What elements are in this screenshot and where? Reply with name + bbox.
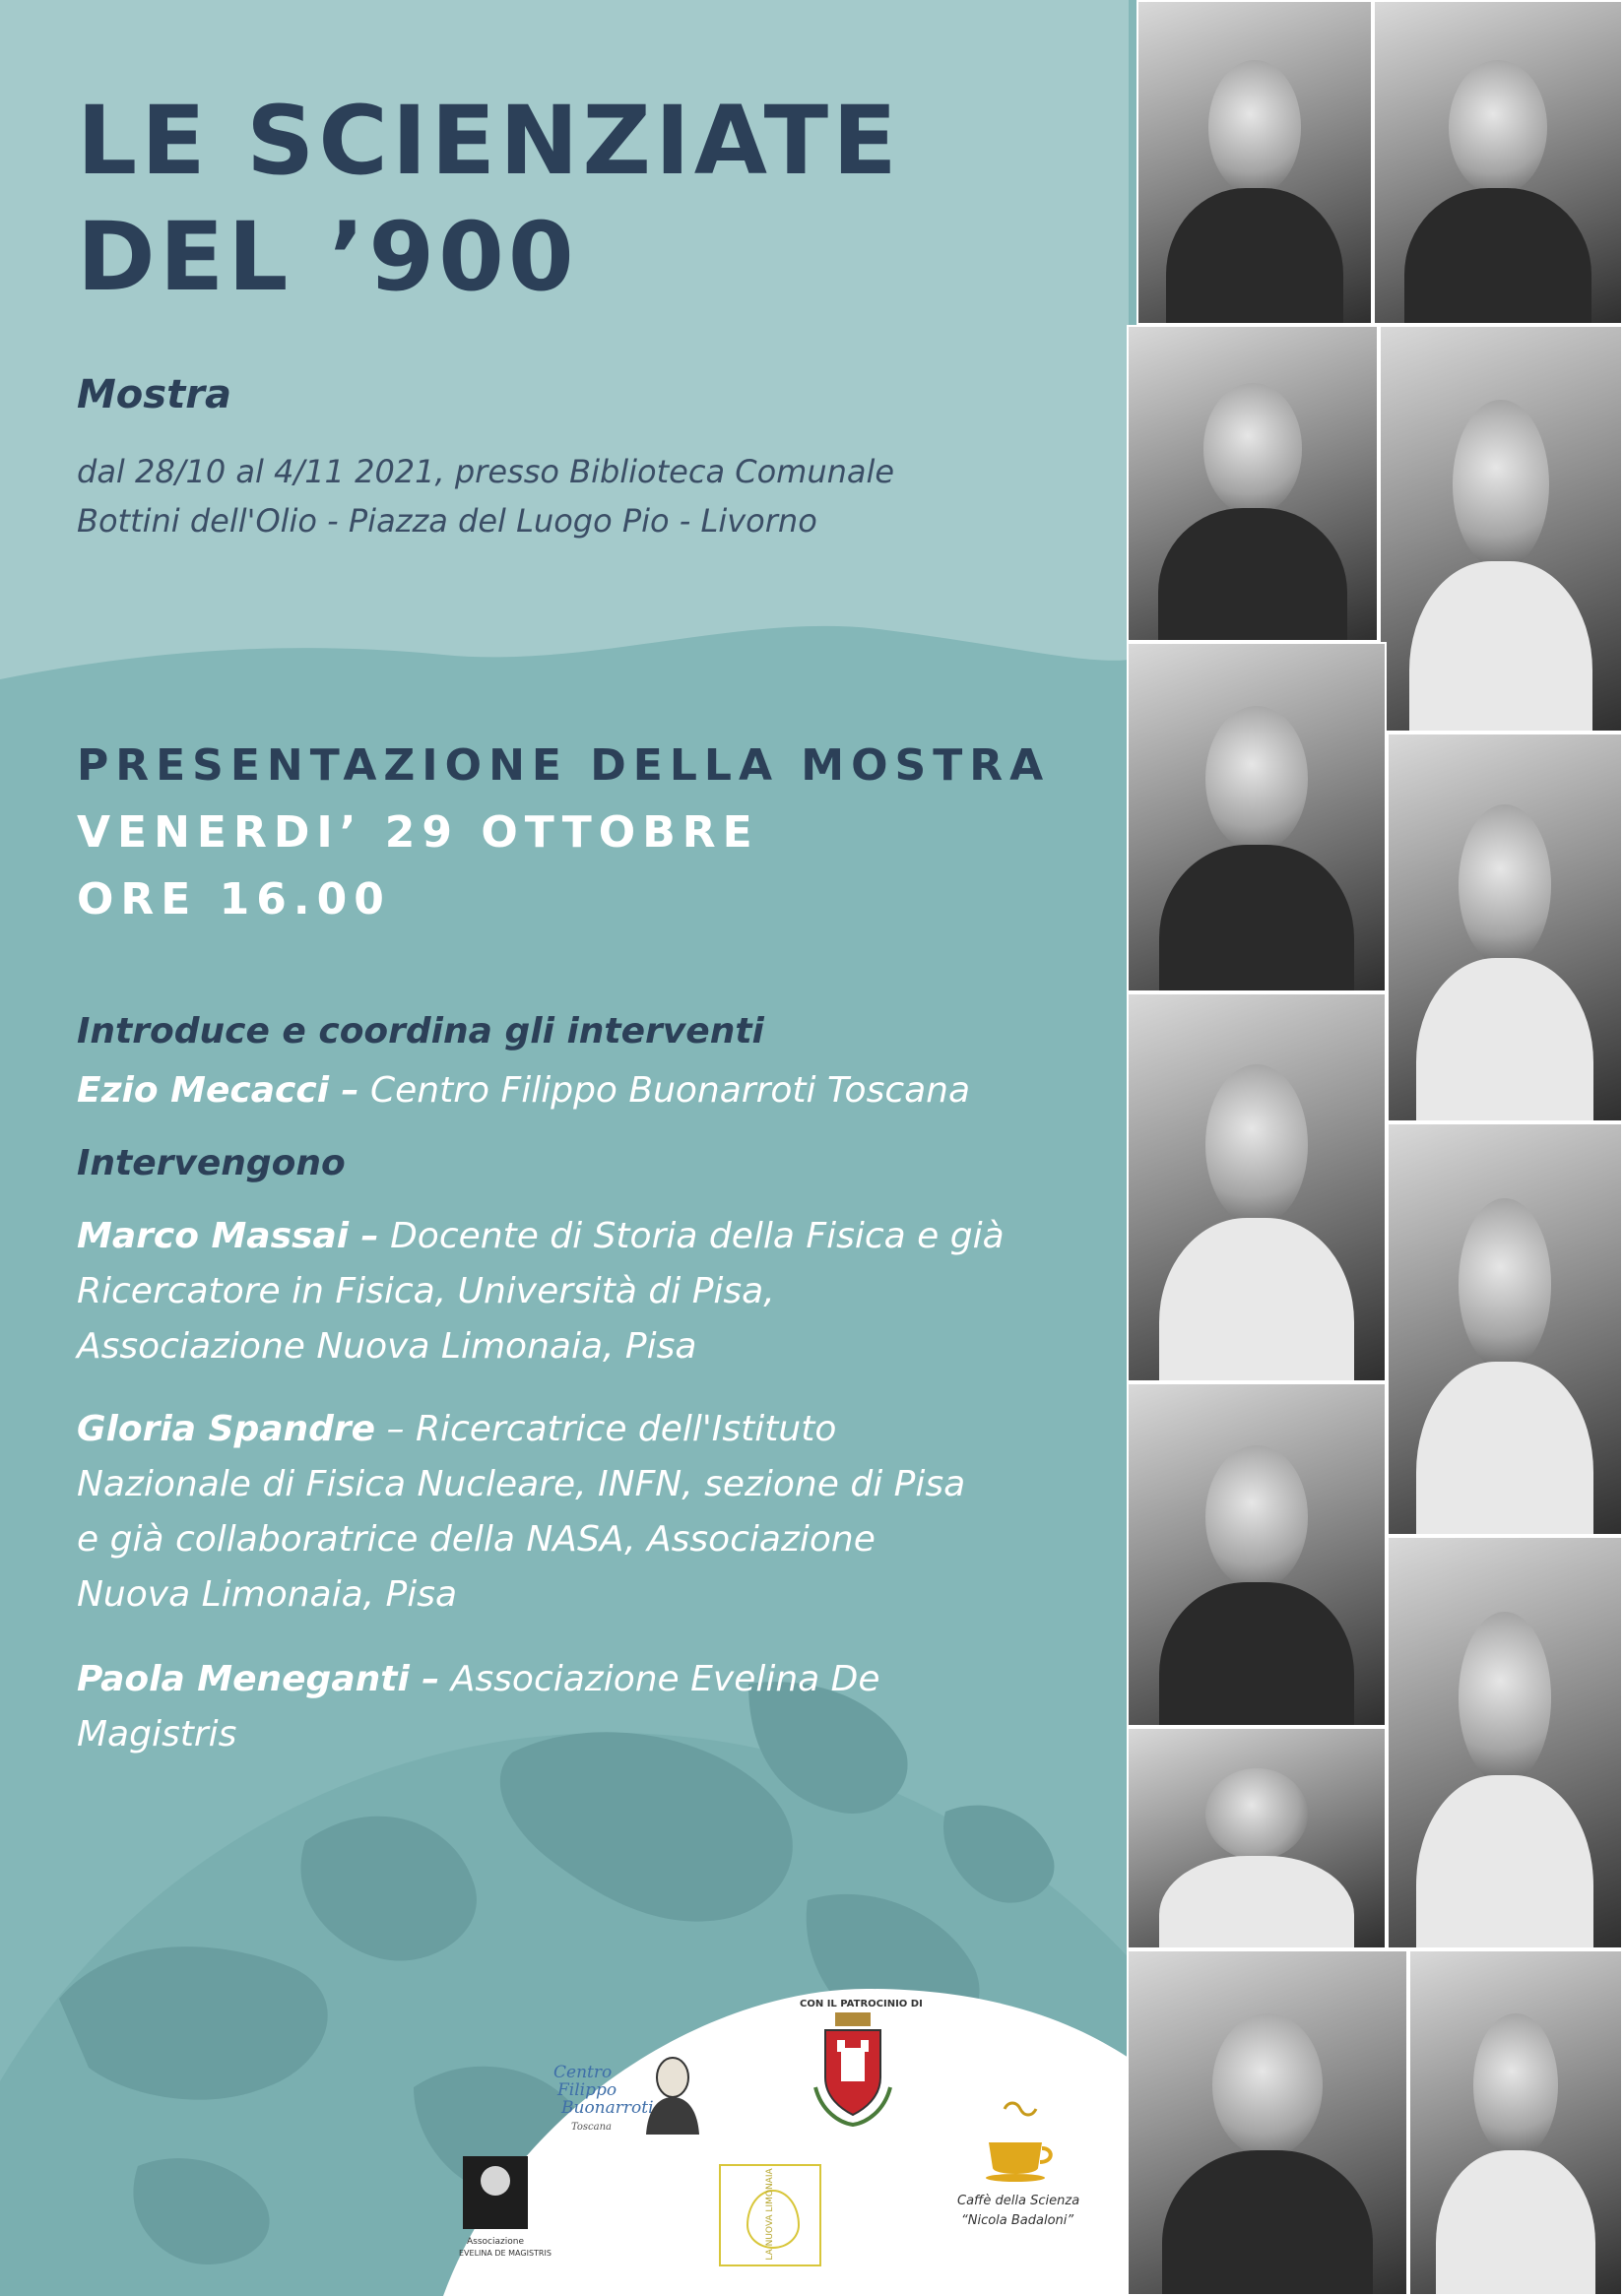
speakers-label-line	[77, 1136, 346, 1191]
portrait-photo	[1387, 1122, 1623, 1536]
title-line-2: DEL ’900	[77, 202, 578, 312]
intro-label: Introduce e coordina gli interventi	[77, 1011, 764, 1052]
lemon-logo-icon: LA NUOVA LIMONAIA	[719, 2164, 821, 2266]
speakers-label: Intervengono	[77, 1143, 346, 1183]
speaker-desc: Nuova Limonaia, Pisa	[77, 1574, 458, 1615]
program-intro-label	[77, 1004, 764, 1059]
demagistris-logo: Associazione EVELINA DE MAGISTRIS	[461, 2156, 530, 2264]
presentation-date: VENERDI’ 29 OTTOBRE	[77, 807, 759, 858]
city-crest-icon	[808, 2009, 898, 2127]
portrait-photo	[1127, 1949, 1408, 2296]
speaker-desc: Nazionale di Fisica Nucleare, INFN, sezione di Pisa	[77, 1464, 966, 1504]
speaker-name: Paola Meneganti –	[77, 1659, 440, 1699]
portrait-photo	[1127, 325, 1379, 642]
speaker-desc: Docente di Storia della Fisica e già	[378, 1216, 1005, 1256]
moderator-name: Ezio Mecacci –	[77, 1070, 359, 1111]
buonarroti-portrait-icon	[638, 2046, 707, 2135]
speaker-desc: e già collaboratrice della NASA, Associazione	[77, 1519, 876, 1560]
portrait-photo	[1127, 992, 1387, 1382]
speaker-2	[77, 1402, 965, 1623]
speaker-desc: – Ricercatrice dell'Istituto	[375, 1409, 837, 1449]
speaker-name: Marco Massai –	[77, 1216, 379, 1256]
buonarroti-logo: Centro Filippo Buonarroti Toscana	[553, 2063, 654, 2133]
speaker-desc: Associazione Evelina De	[439, 1659, 880, 1699]
caffe-caption-1: Caffè della Scienza	[957, 2194, 1080, 2208]
exhibition-venue: Bottini dell'Olio - Piazza del Luogo Pio - Livorno	[77, 502, 817, 540]
portrait-photo	[1373, 0, 1623, 325]
speaker-desc: Magistris	[77, 1714, 237, 1754]
portrait-photo	[1136, 0, 1373, 325]
exhibition-label: Mostra	[77, 372, 231, 417]
speaker-name: Gloria Spandre	[77, 1409, 376, 1449]
speaker-desc: Ricercatore in Fisica, Università di Pisa,	[77, 1271, 775, 1311]
page-title	[77, 83, 901, 315]
portrait-photo	[1379, 325, 1623, 733]
portrait-photo	[1127, 1382, 1387, 1727]
speaker-3	[77, 1652, 880, 1762]
caffe-caption-2: “Nicola Badaloni”	[961, 2213, 1074, 2228]
presentation-heading: PRESENTAZIONE DELLA MOSTRA	[77, 740, 1051, 791]
portrait-photo	[1408, 1949, 1623, 2296]
moderator-line	[77, 1063, 970, 1118]
patronage-caption: CON IL PATROCINIO DI	[800, 1999, 923, 2009]
coffee-cup-icon	[981, 2099, 1060, 2182]
portrait-photo	[1127, 1727, 1387, 1949]
moderator-role: Centro Filippo Buonarroti Toscana	[358, 1070, 971, 1111]
portrait-photo	[1127, 642, 1387, 992]
speaker-1	[77, 1209, 1005, 1374]
presentation-time: ORE 16.00	[77, 874, 391, 925]
portrait-photo	[1387, 1536, 1623, 1949]
exhibition-dates: dal 28/10 al 4/11 2021, presso Biblioteca Comunale	[77, 453, 895, 490]
title-line-1: LE SCIENZIATE	[77, 86, 901, 196]
speaker-desc: Associazione Nuova Limonaia, Pisa	[77, 1326, 697, 1367]
portrait-photo	[1387, 733, 1623, 1122]
